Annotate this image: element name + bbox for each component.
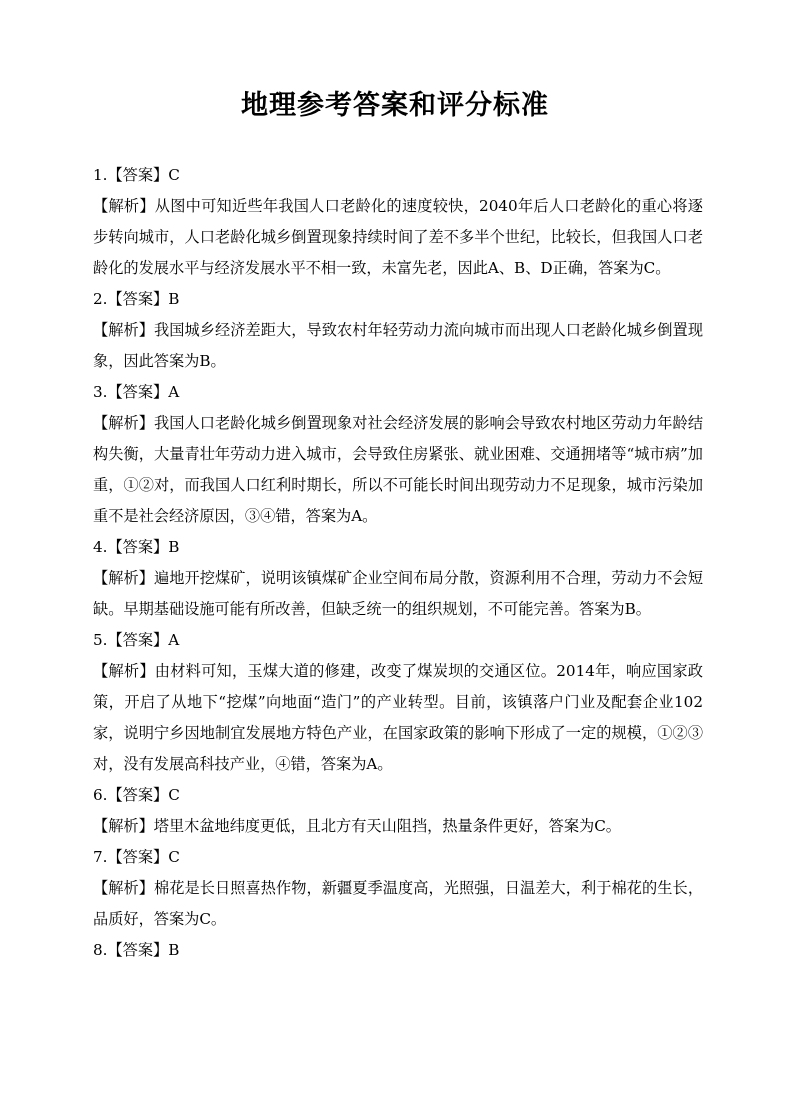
answer-item	[93, 377, 703, 532]
analysis-text: 【解析】从图中可知近些年我国人口老龄化的速度较快，2040年后人口老龄化的重心将逐步转向城市，人口老龄化城乡倒置现象持续时间了差不多半个世纪，比较长，但我国人口老龄化的发展水平与经济发展水平不相一致，未富先老，因此A、B、D正确，答案为C。	[93, 197, 703, 277]
analysis-text: 【解析】我国城乡经济差距大，导致农村年轻劳动力流向城市而出现人口老龄化城乡倒置现象，因此答案为B。	[93, 321, 703, 370]
answer-item	[93, 935, 703, 966]
page-title: 地理参考答案和评分标准	[241, 90, 549, 121]
analysis-text: 【解析】我国人口老龄化城乡倒置现象对社会经济发展的影响会导致农村地区劳动力年龄结构失衡，大量青壮年劳动力进入城市，会导致住房紧张、就业困难、交通拥堵等“城市病”加重，①②对，而我国人口红利时期长，所以不可能长时间出现劳动力不足现象，城市污染加重不是社会经济原因，③④错，答案为A。	[93, 414, 703, 525]
answer-item	[93, 160, 703, 284]
analysis-text: 【解析】塔里木盆地纬度更低，且北方有天山阻挡，热量条件更好，答案为C。	[93, 817, 621, 835]
answer-line: 8.【答案】B	[93, 941, 180, 959]
answer-list	[93, 160, 703, 966]
answer-line: 3.【答案】A	[93, 383, 180, 401]
analysis-text: 【解析】遍地开挖煤矿，说明该镇煤矿企业空间布局分散，资源利用不合理，劳动力不会短缺。早期基础设施可能有所改善，但缺乏统一的组织规划，不可能完善。答案为B。	[93, 569, 703, 618]
answer-item	[93, 780, 703, 842]
answer-line: 5.【答案】A	[93, 631, 180, 649]
answer-line: 4.【答案】B	[93, 538, 180, 556]
answer-item	[93, 284, 703, 377]
analysis-text: 【解析】棉花是长日照喜热作物，新疆夏季温度高，光照强，日温差大，利于棉花的生长，品质好，答案为C。	[93, 879, 703, 928]
analysis-text: 【解析】由材料可知，玉煤大道的修建，改变了煤炭坝的交通区位。2014年，响应国家政策，开启了从地下“挖煤”向地面“造门”的产业转型。目前，该镇落户门业及配套企业102家，说明宁乡因地制宜发展地方特色产业，在国家政策的影响下形成了一定的规模，①②③对，没有发展高科技产业，④错，答案为A。	[93, 662, 703, 773]
answer-line: 1.【答案】C	[93, 166, 180, 184]
answer-item	[93, 532, 703, 625]
answer-line: 2.【答案】B	[93, 290, 180, 308]
answer-line: 6.【答案】C	[93, 786, 180, 804]
answer-item	[93, 625, 703, 780]
answer-line: 7.【答案】C	[93, 848, 180, 866]
answer-item	[93, 842, 703, 935]
